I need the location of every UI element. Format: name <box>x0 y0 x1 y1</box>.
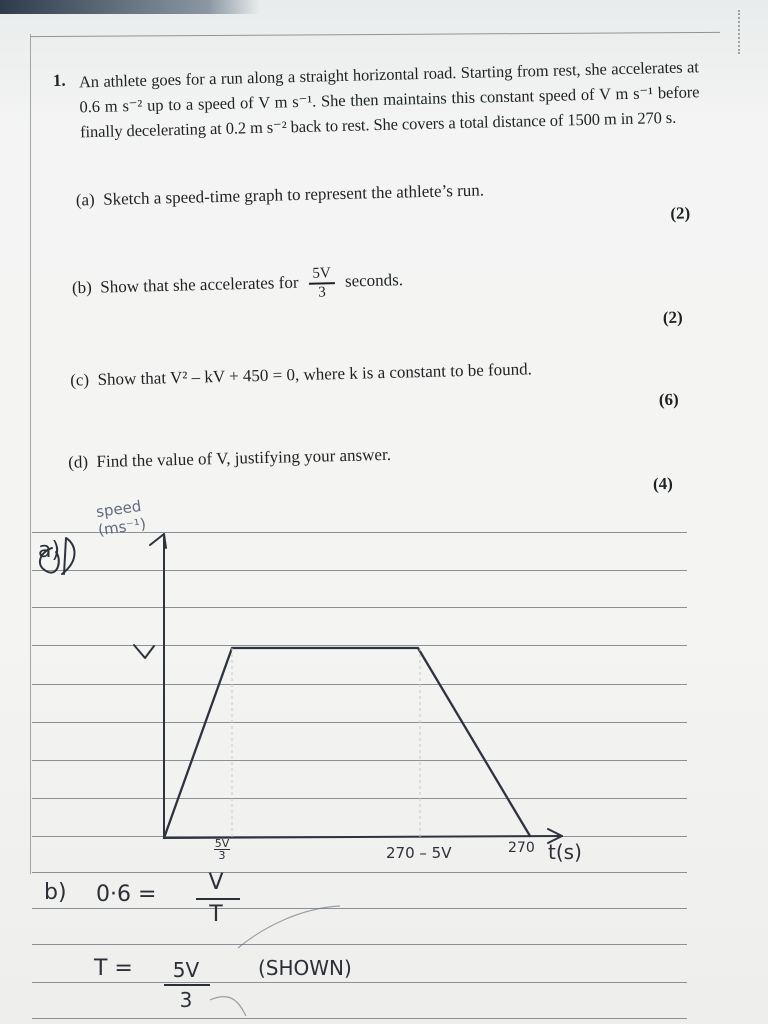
working-numerator-5v: 5V <box>172 958 200 982</box>
part-d-label: (d) <box>67 452 89 472</box>
tick-5v: 5V <box>214 837 230 850</box>
speed-time-trapezium <box>164 648 530 838</box>
part-b-handwritten-label: b) <box>44 880 67 905</box>
part-b-text: Show that she accelerates for <box>100 272 299 297</box>
tick-stroke <box>238 906 340 948</box>
part-a-paren <box>62 538 75 574</box>
question-number: 1. <box>52 70 66 90</box>
fraction-denominator: 3 <box>318 283 326 301</box>
tick-stroke <box>210 997 246 1016</box>
shown-annotation: (SHOWN) <box>258 956 352 980</box>
working-denominator-3: 3 <box>179 988 193 1012</box>
part-b-marks: (2) <box>662 307 683 328</box>
part-a-text: Sketch a speed-time graph to represent the athlete’s run. <box>102 180 485 209</box>
fraction-numerator: 5V <box>312 265 331 282</box>
tick-label-270-minus-5v: 270 – 5V <box>386 844 452 862</box>
part-b-label: (b) <box>71 277 93 298</box>
part-b-text-end: seconds. <box>344 270 404 291</box>
tick-3: 3 <box>218 849 226 862</box>
tick-label-270: 270 <box>508 840 535 856</box>
part-a-label: (a) <box>75 190 95 210</box>
part-c-text: Show that V² – kV + 450 = 0, where k is a constant to be found. <box>97 359 533 389</box>
working-denominator-t: T <box>209 902 223 927</box>
part-d-marks: (4) <box>652 473 673 494</box>
y-axis-label: speed <box>94 496 143 522</box>
x-axis-label: t(s) <box>548 840 582 864</box>
working-numerator-v: V <box>208 870 224 895</box>
part-a-handwritten-label: a) <box>38 538 61 563</box>
part-c-label: (c) <box>69 370 90 390</box>
working-line-1-fraction <box>196 868 236 930</box>
part-c-marks: (6) <box>658 389 679 410</box>
y-axis-unit: (ms⁻¹) <box>96 514 148 540</box>
working-line-1-left: 0·6 = <box>96 882 157 907</box>
tick-label-5v-over-3 <box>214 838 230 861</box>
working-line-2-fraction <box>164 956 208 1014</box>
part-d-text: Find the value of V, justifying your answer. <box>96 444 392 472</box>
question-stem: An athlete goes for a run along a straight horizontal road. Starting from rest, she accelerates at 0.6 m s⁻² up to a speed of V m s⁻¹. She then maintains this constant speed of V m s⁻¹ before finally decelerating at 0.2 m s⁻² back to rest. She covers a total distance of 1500 m in 270 s. <box>78 57 700 142</box>
working-line-2-left: T = <box>94 956 133 981</box>
part-a-marks: (2) <box>670 203 691 223</box>
